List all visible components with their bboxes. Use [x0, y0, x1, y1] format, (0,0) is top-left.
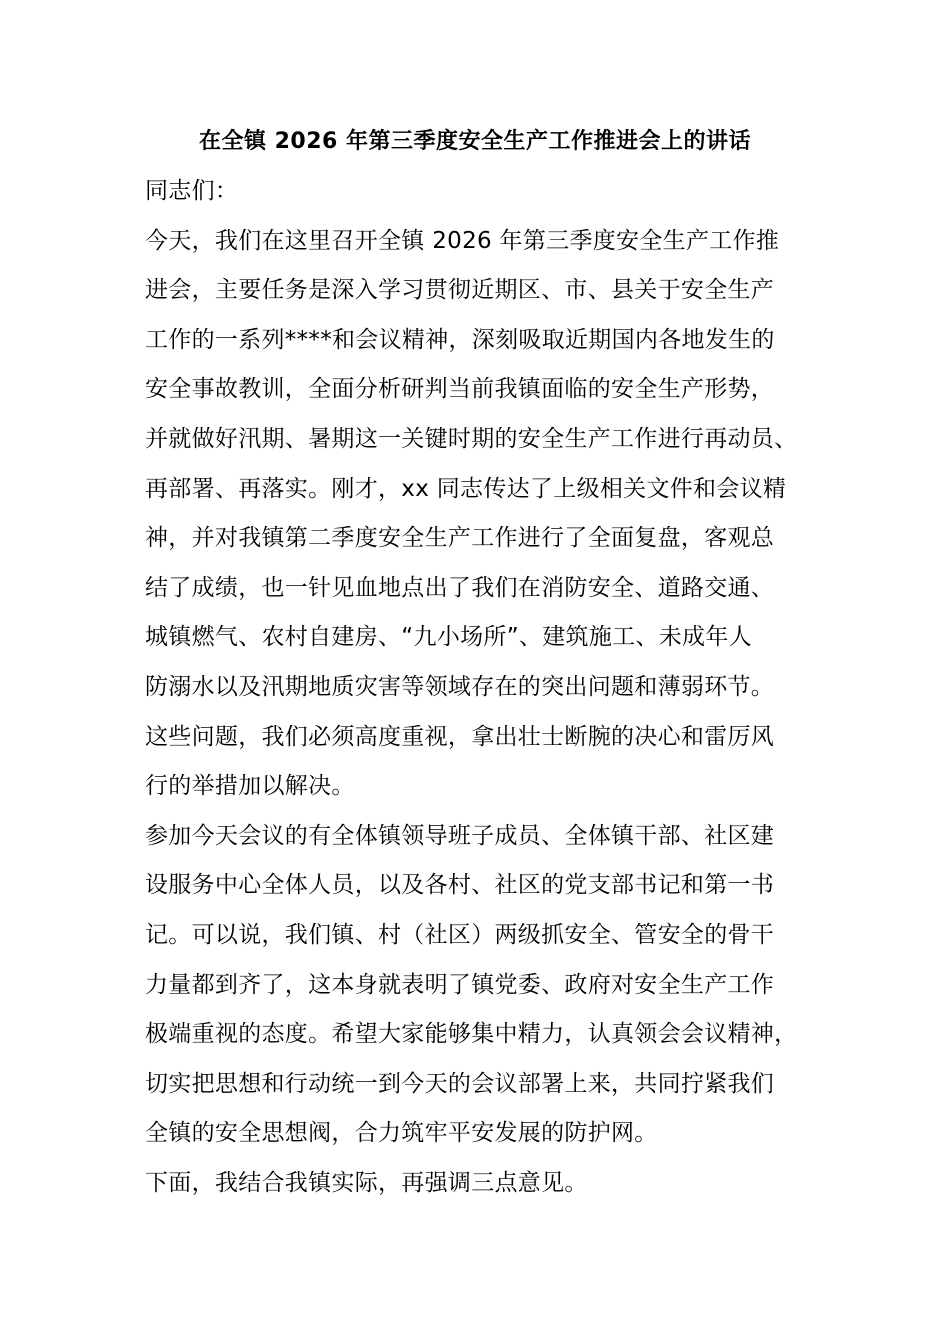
text-line: 参加今天会议的有全体镇领导班子成员、全体镇干部、社区建 [145, 823, 775, 849]
document-title: 在全镇 2026 年第三季度安全生产工作推进会上的讲话 [198, 129, 752, 154]
text-line: 神，并对我镇第二季度安全生产工作进行了全面复盘，客观总 [145, 525, 775, 551]
text-line: 再部署、再落实。刚才，xx 同志传达了上级相关文件和会议精 [145, 476, 787, 502]
text-line: 记。可以说，我们镇、村（社区）两级抓安全、管安全的骨干 [145, 922, 775, 948]
text-line: 切实把思想和行动统一到今天的会议部署上来，共同拧紧我们 [145, 1071, 775, 1097]
text-line: 力量都到齐了，这本身就表明了镇党委、政府对安全生产工作 [145, 972, 775, 998]
text-line: 这些问题，我们必须高度重视，拿出壮士断腕的决心和雷厉风 [145, 724, 775, 750]
text-line: 城镇燃气、农村自建房、“九小场所”、建筑施工、未成年人 [145, 624, 752, 650]
text-line: 极端重视的态度。希望大家能够集中精力，认真领会会议精神， [145, 1021, 798, 1047]
text-line: 全镇的安全思想阀，合力筑牢平安发展的防护网。 [145, 1120, 658, 1146]
text-line: 设服务中心全体人员，以及各村、社区的党支部书记和第一书 [145, 872, 775, 898]
text-line: 安全事故教训，全面分析研判当前我镇面临的安全生产形势， [145, 376, 775, 402]
text-line: 工作的一系列****和会议精神，深刻吸取近期国内各地发生的 [145, 327, 775, 353]
text-line: 今天，我们在这里召开全镇 2026 年第三季度安全生产工作推 [145, 228, 780, 254]
text-line: 下面，我结合我镇实际，再强调三点意见。 [145, 1170, 588, 1196]
text-line: 防溺水以及汛期地质灾害等领域存在的突出问题和薄弱环节。 [145, 674, 775, 700]
text-line: 结了成绩，也一针见血地点出了我们在消防安全、道路交通、 [145, 575, 775, 601]
text-line: 行的举措加以解决。 [145, 773, 355, 799]
text-line: 并就做好汛期、暑期这一关键时期的安全生产工作进行再动员、 [145, 426, 798, 452]
text-line: 进会，主要任务是深入学习贯彻近期区、市、县关于安全生产 [145, 277, 775, 303]
text-line: 同志们： [145, 178, 239, 204]
